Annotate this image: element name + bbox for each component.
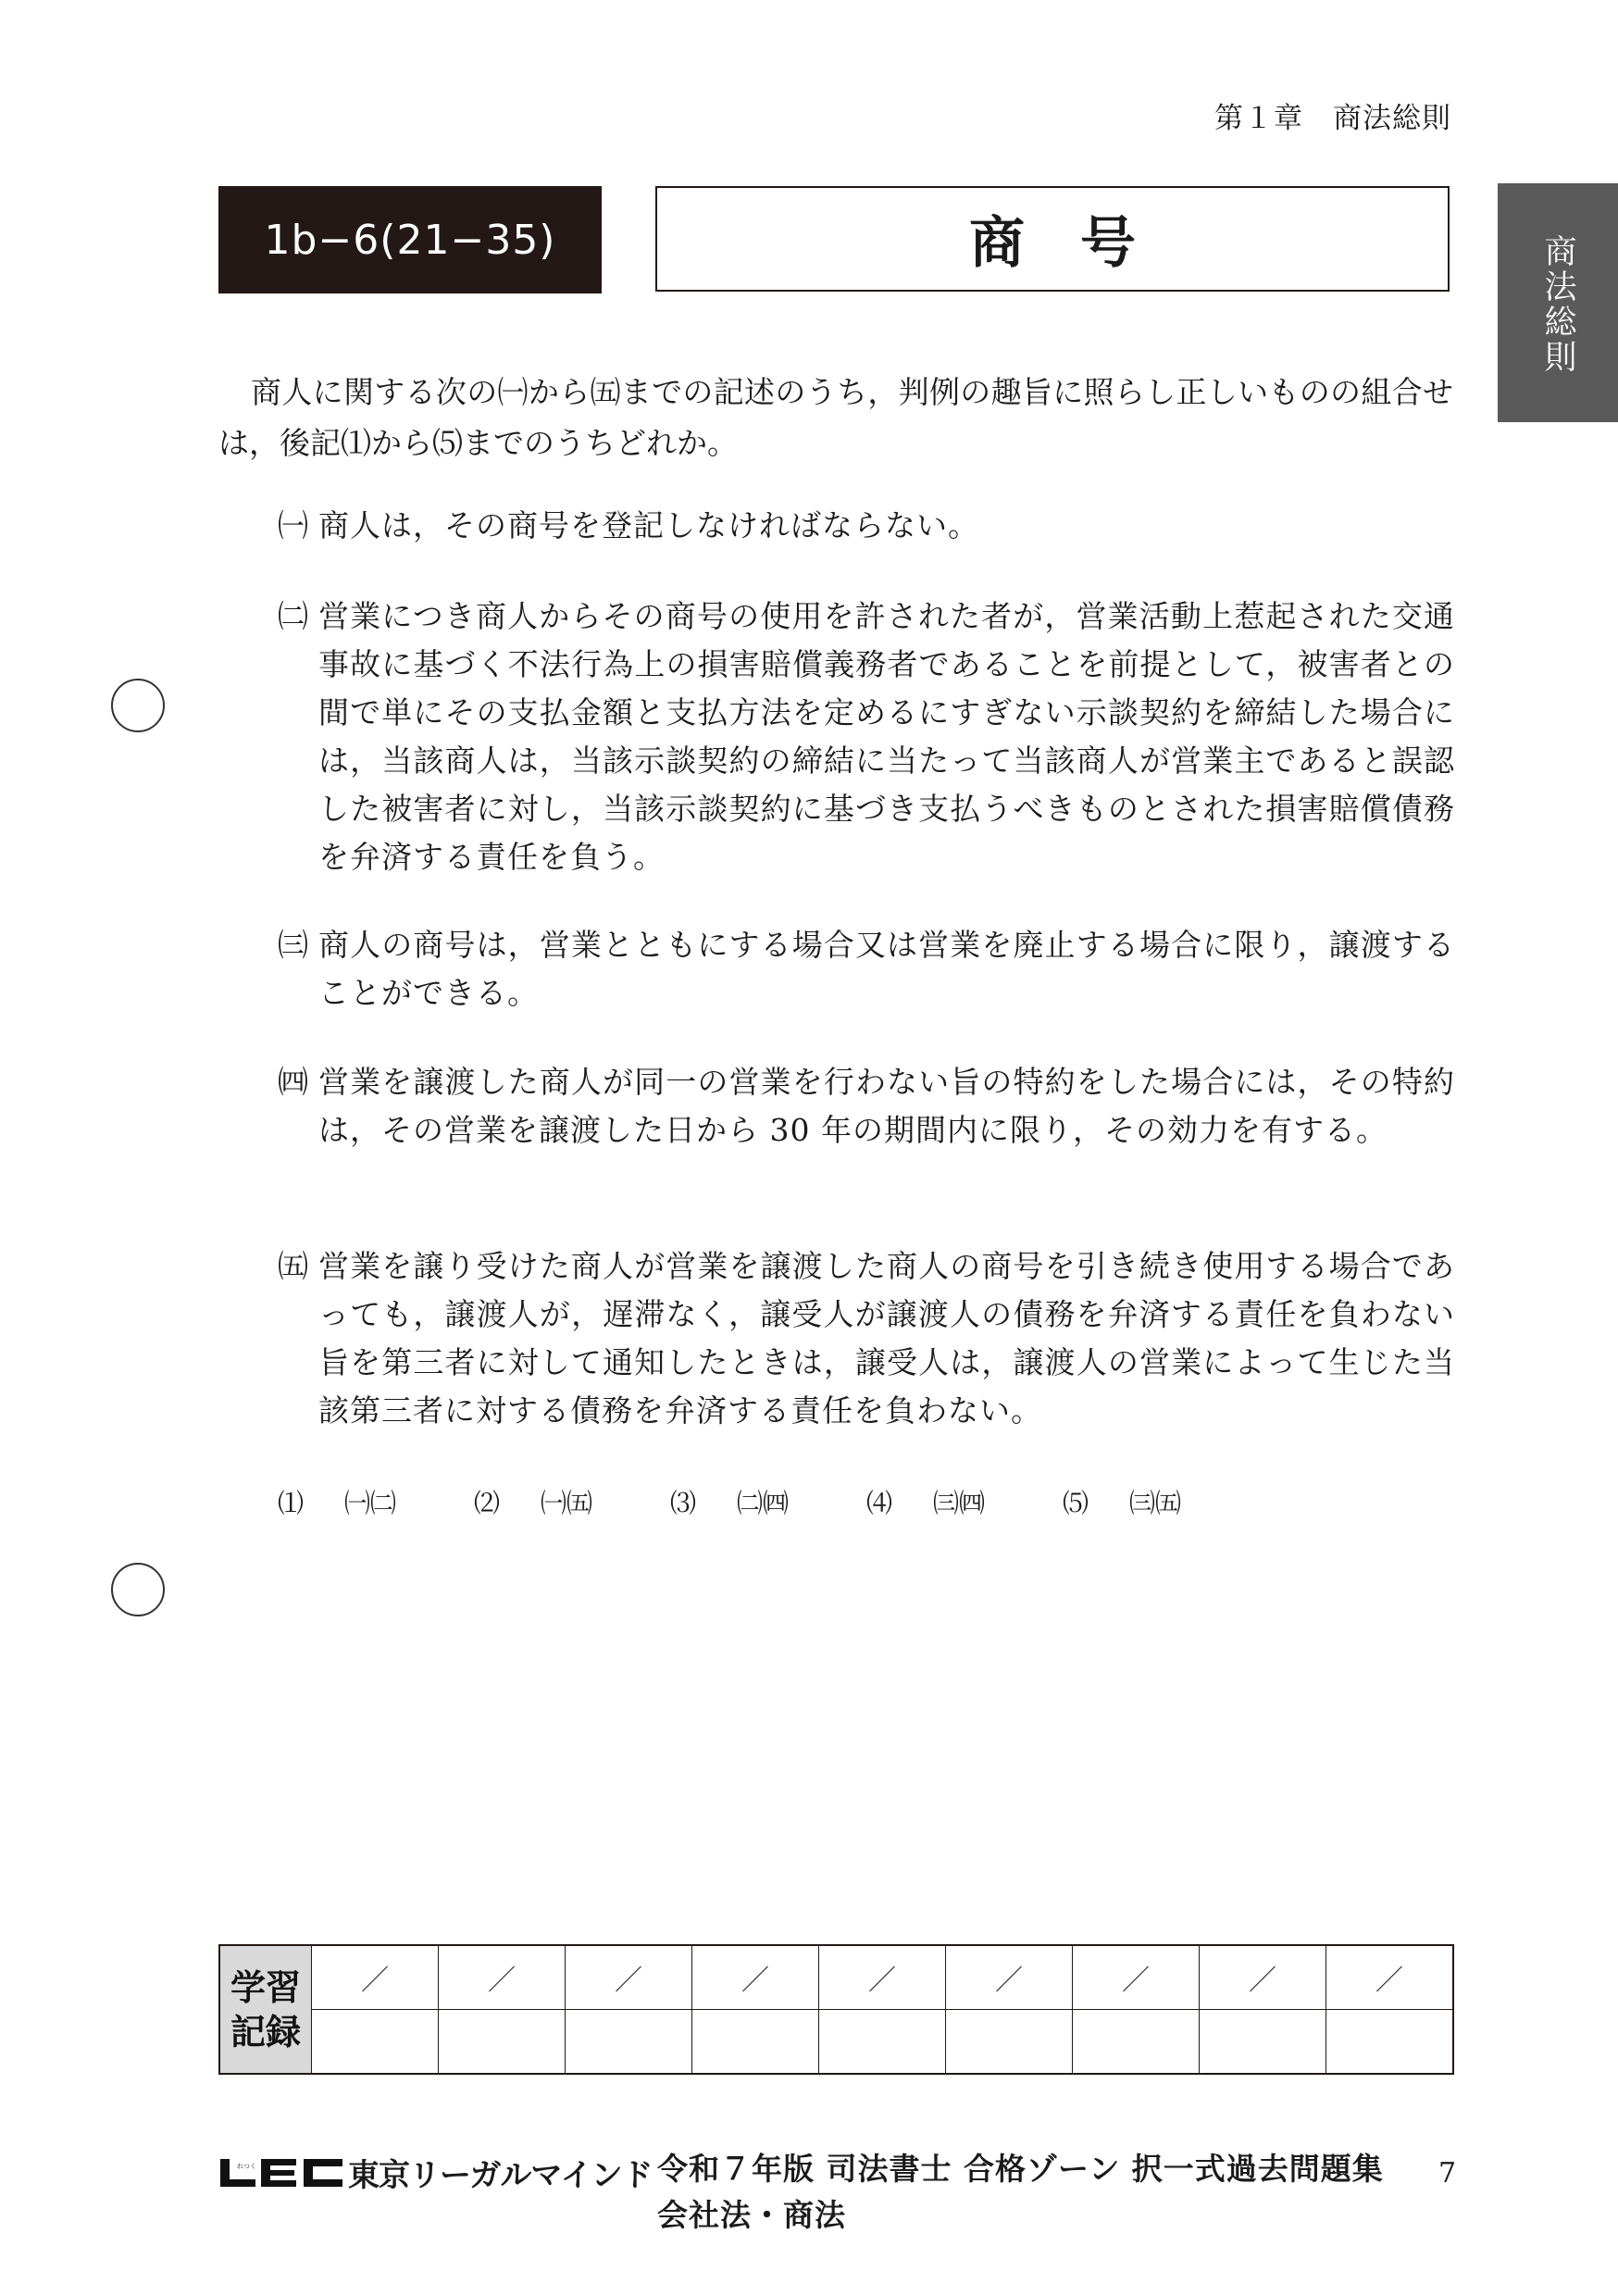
statement-text: 営業につき商人からその商号の使用を許された者が，営業活動上惹起された交通事故に基づく不法行為上の損害賠償義務者であることを前提として，被害者との間で単にその支払金額と支払方法を定めるにすぎない示談契約を締結した場合には，当該商人は，当該示談契約の締結に当たって当該商人が営業主であると誤認した被害者に対し，当該示談契約に基づき支払うべきものとされた損害賠償債務を弁済する責任を負う。 bbox=[318, 598, 1455, 875]
choice-number: ⑷ bbox=[866, 1488, 893, 1518]
choice-value: ㈢㈤ bbox=[1129, 1488, 1182, 1518]
study-record-label-line: 記録 bbox=[230, 2011, 301, 2053]
record-result-cell[interactable] bbox=[1326, 2010, 1454, 2075]
study-record-label bbox=[219, 1945, 312, 2074]
record-result-cell[interactable] bbox=[692, 2010, 819, 2075]
record-result-cell[interactable] bbox=[819, 2010, 946, 2075]
record-result-cell[interactable] bbox=[439, 2010, 566, 2075]
book-title-line: 令和７年版 司法書士 合格ゾーン 択一式過去問題集 bbox=[657, 2151, 1384, 2187]
answer-choice bbox=[670, 1483, 866, 1520]
book-title-line: 会社法・商法 bbox=[657, 2197, 846, 2233]
answer-choice bbox=[866, 1483, 1063, 1520]
chapter-header: 第１章 商法総則 bbox=[1214, 102, 1451, 135]
choice-value: ㈠㈤ bbox=[541, 1488, 593, 1518]
statement-item bbox=[278, 1058, 1455, 1154]
statement-label: ㈣ bbox=[278, 1064, 309, 1100]
choice-number: ⑵ bbox=[474, 1488, 501, 1518]
record-result-cell[interactable] bbox=[1073, 2010, 1200, 2075]
choice-value: ㈡㈣ bbox=[737, 1488, 790, 1518]
statement-item bbox=[278, 593, 1455, 881]
statement-text: 営業を譲渡した商人が同一の営業を行わない旨の特約をした場合には，その特約は，その営業を譲渡した日から 30 年の期間内に限り，その効力を有する。 bbox=[318, 1064, 1456, 1148]
book-title bbox=[657, 2146, 1384, 2239]
choice-value: ㈢㈣ bbox=[933, 1488, 986, 1518]
record-date-cell[interactable]: ／ bbox=[819, 1945, 946, 2010]
statement-text: 営業を譲り受けた商人が営業を譲渡した商人の商号を引き続き使用する場合であっても，譲渡人が，遅滞なく，譲受人が譲渡人の債務を弁済する責任を負わない旨を第三者に対して通知したときは，譲受人は，譲渡人の営業によって生じた当該第三者に対する債務を弁済する責任を負わない。 bbox=[318, 1248, 1455, 1429]
binder-hole-icon bbox=[111, 1563, 165, 1616]
question-text: 商人に関する次の㈠から㈤までの記述のうち，判例の趣旨に照らし正しいものの組合せは，後記⑴から⑸までのうちどれか。 bbox=[218, 374, 1453, 461]
side-tab-label: 商法総則 bbox=[1539, 234, 1576, 375]
problem-id-label: 1b−6(21−35) bbox=[218, 186, 602, 293]
record-result-cell[interactable] bbox=[312, 2010, 439, 2075]
answer-choice bbox=[1063, 1483, 1259, 1520]
statement-label: ㈠ bbox=[278, 507, 309, 543]
binder-hole-icon bbox=[111, 679, 165, 732]
record-date-cell[interactable]: ／ bbox=[439, 1945, 566, 2010]
record-date-cell[interactable]: ／ bbox=[692, 1945, 819, 2010]
record-result-cell[interactable] bbox=[1200, 2010, 1326, 2075]
choice-value: ㈠㈡ bbox=[344, 1488, 397, 1518]
choice-number: ⑸ bbox=[1063, 1488, 1089, 1518]
statement-label: ㈢ bbox=[278, 927, 309, 963]
record-result-cell[interactable] bbox=[566, 2010, 692, 2075]
record-date-cell[interactable]: ／ bbox=[1200, 1945, 1326, 2010]
publisher-logo bbox=[218, 2150, 653, 2195]
record-date-cell[interactable]: ／ bbox=[312, 1945, 439, 2010]
study-record-label-line: 学習 bbox=[230, 1966, 301, 2008]
answer-choices bbox=[278, 1483, 1259, 1520]
statement-item bbox=[278, 502, 1455, 550]
record-date-cell[interactable]: ／ bbox=[566, 1945, 692, 2010]
answer-choice bbox=[278, 1483, 474, 1520]
publisher-name: 東京リーガルマインド bbox=[348, 2157, 653, 2194]
problem-title: 商号 bbox=[655, 186, 1450, 292]
statement-text: 商人の商号は，営業とともにする場合又は営業を廃止する場合に限り，譲渡することができる。 bbox=[318, 927, 1455, 1011]
answer-choice bbox=[474, 1483, 670, 1520]
statement-item bbox=[278, 921, 1455, 1017]
logo-ruby: れつく bbox=[237, 2162, 256, 2170]
statement-label: ㈤ bbox=[278, 1248, 309, 1284]
choice-number: ⑶ bbox=[670, 1488, 697, 1518]
choice-number: ⑴ bbox=[278, 1488, 305, 1518]
record-date-cell[interactable]: ／ bbox=[1326, 1945, 1454, 2010]
study-record-table bbox=[218, 1944, 1454, 2075]
record-date-cell[interactable]: ／ bbox=[946, 1945, 1073, 2010]
side-tab-chapter bbox=[1498, 183, 1618, 422]
statement-text: 商人は，その商号を登記しなければならない。 bbox=[318, 507, 979, 543]
record-date-cell[interactable]: ／ bbox=[1073, 1945, 1200, 2010]
record-result-cell[interactable] bbox=[946, 2010, 1073, 2075]
statement-label: ㈡ bbox=[278, 598, 309, 634]
page-number: 7 bbox=[1438, 2157, 1457, 2190]
statement-item bbox=[278, 1242, 1455, 1435]
lec-logo-icon bbox=[218, 2157, 344, 2189]
